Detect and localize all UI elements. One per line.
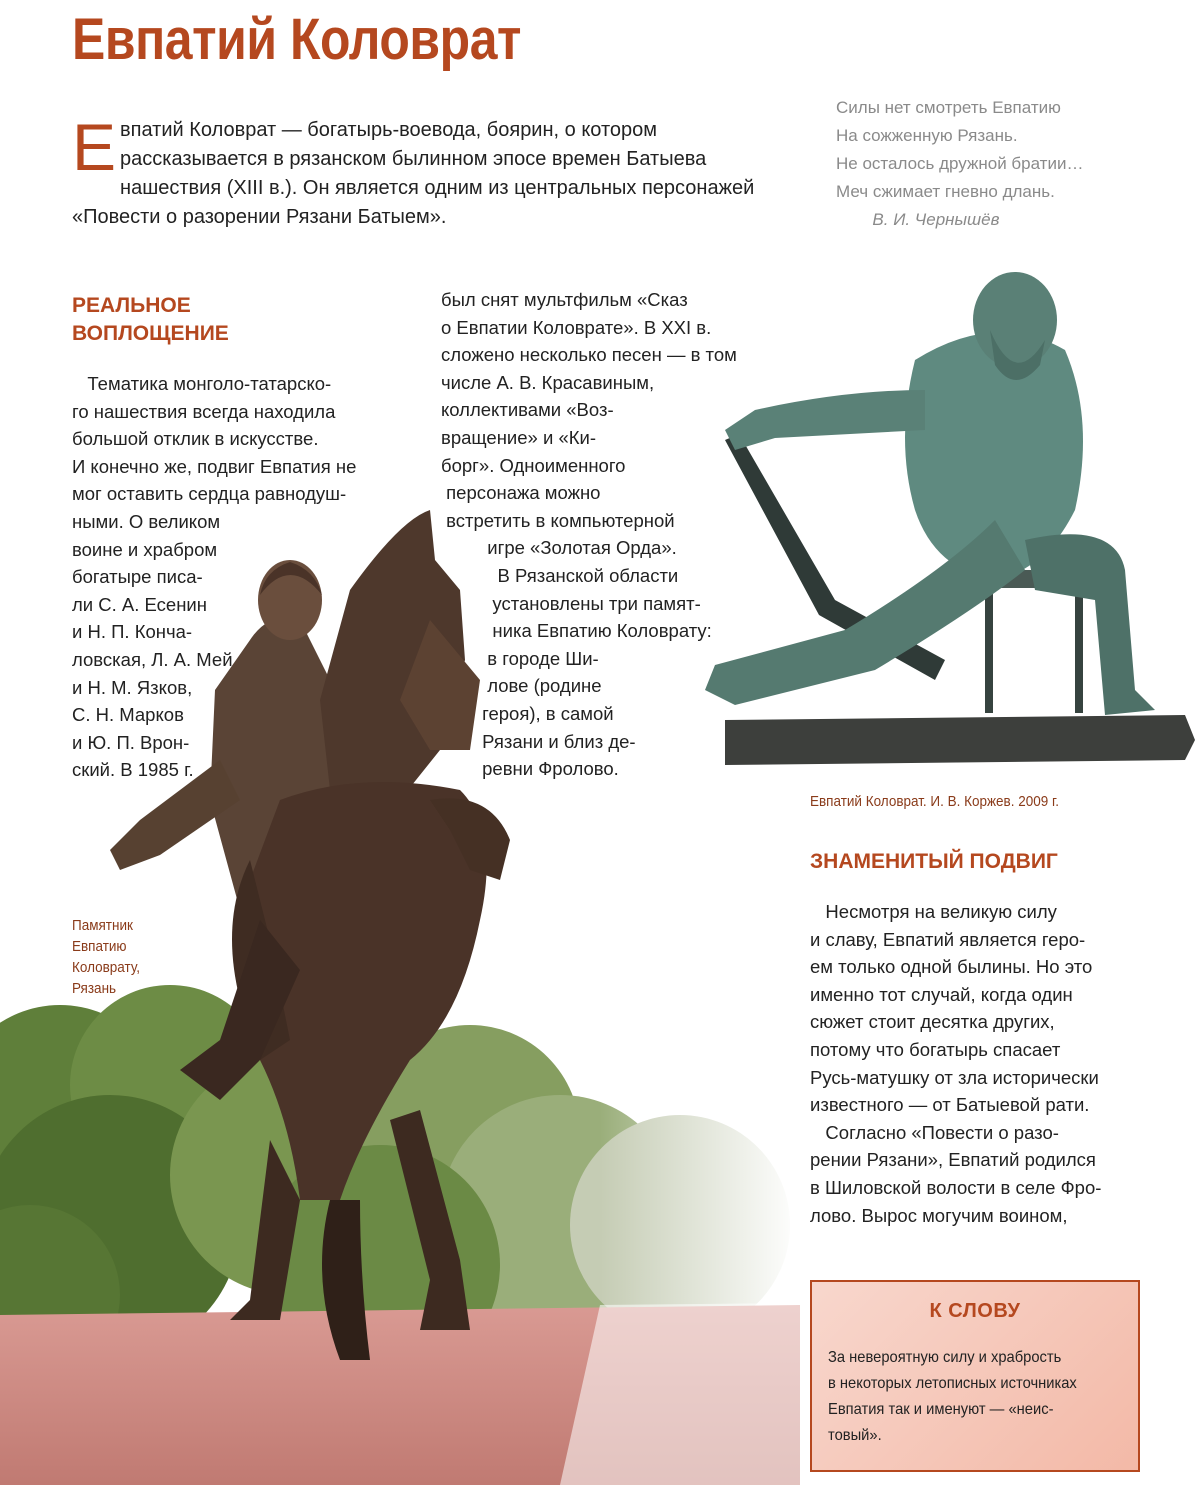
poem-line: Не осталось дружной братии… xyxy=(836,154,1084,173)
caption-korzhev: Евпатий Коловрат. И. В. Коржев. 2009 г. xyxy=(810,793,1060,810)
section1-left-column: Тематика монголо-татарско- го нашествия всегда находила большой отклик в искусстве. И конечно же, подвиг Евпатия не мог оставить сердца равнодуш- ными. О великом воине и храбром богатыре писа- ли С. А. Есенин и Н. П. Конча- ловская, Л. А. Мей и Н. М. Язков, С. Н. Марков и Ю. П. Врон- ский. В 1985 г. xyxy=(72,373,357,781)
intro-text: впатий Коловрат — богатырь-воевода, боярин, о котором рассказывается в рязанском былинном эпосе времен Батыева нашествия (XIII в.). Он является одним из центральных персонажей «Повести о разорении Рязани Батыем». xyxy=(72,119,755,228)
sidebar-text: За невероятную силу и храбрость в некоторых летописных источниках Евпатия так и именуют — «неис- товый». xyxy=(828,1349,1077,1444)
seated-statue-illustration xyxy=(695,270,1195,780)
sidebar-title: К СЛОВУ xyxy=(929,1300,1021,1322)
section1-right-column: был снят мультфильм «Сказ о Евпатии Коловрате». В XXI в. сложено несколько песен — в том числе А. В. Красавиным, коллективами «Воз- вращение» и «Ки- борг». Одноименного персонажа можно встретить в компьютерной игре «Золотая Орда». В Рязанской области установлены три памят- ника Евпатию Коловрату: в городе Ши- лове (родине героя), в самой Рязани и близ де- ревни Фролово. xyxy=(441,289,737,780)
section-heading-feat: ЗНАМЕНИТЫЙ ПОДВИГ xyxy=(810,850,1058,873)
poem-line: Меч сжимает гневно длань. xyxy=(836,182,1055,201)
section2-text: Несмотря на великую силу и славу, Евпатий является геро- ем только одной былины. Но это именно тот случай, когда один сюжет стоит десятка других, потому что богатырь спасает Русь-матушку от зла исторически известного — от Батыевой рати. Согласно «Повести о разо- рении Рязани», Евпатий родился в Шиловской волости в селе Фро- лово. Вырос могучим воином, xyxy=(810,901,1102,1226)
poem-line: На сожженную Рязань. xyxy=(836,126,1018,145)
section-heading-line: ВОПЛОЩЕНИЕ xyxy=(72,322,229,345)
section-heading-real xyxy=(72,292,229,348)
section-heading-line: РЕАЛЬНОЕ xyxy=(72,294,191,317)
by-the-way-sidebar xyxy=(810,1280,1140,1472)
page-title: Евпатий Коловрат xyxy=(72,7,522,72)
poem-line: Силы нет смотреть Евпатию xyxy=(836,98,1061,117)
intro-paragraph xyxy=(72,110,772,232)
poem-epigraph xyxy=(836,94,1083,234)
caption-ryazan-monument: Памятник Евпатию Коловрату, Рязань xyxy=(72,917,140,997)
poem-author: В. И. Чернышёв xyxy=(872,210,1000,229)
drop-cap: Е xyxy=(72,110,117,184)
